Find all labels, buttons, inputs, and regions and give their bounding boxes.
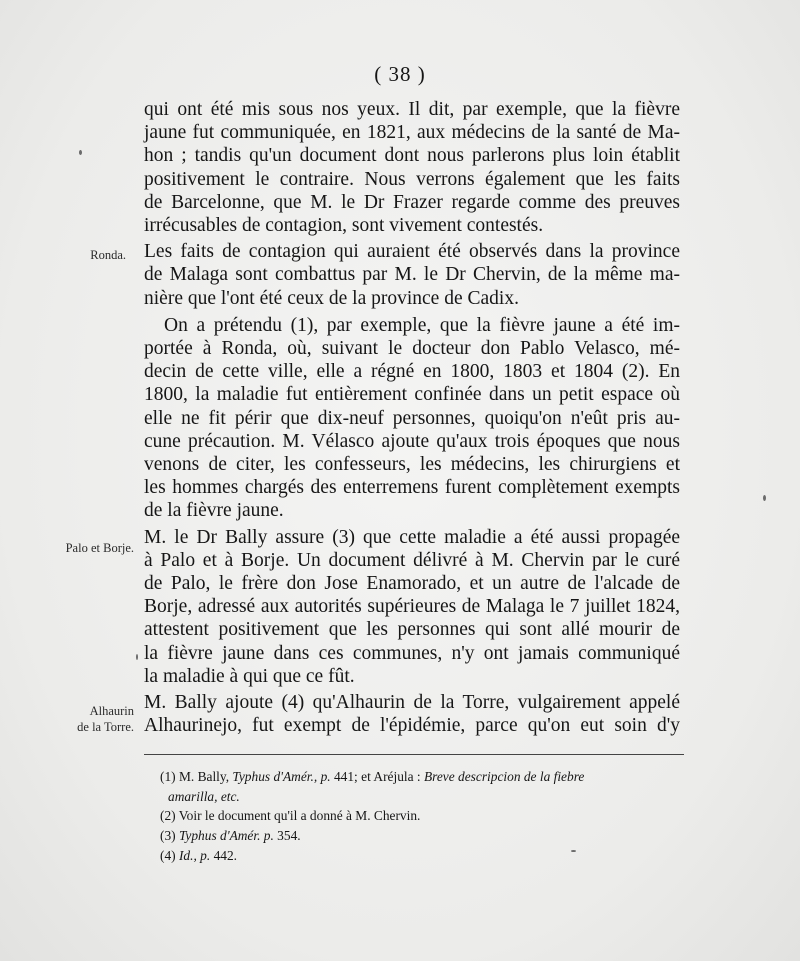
paragraph-3	[144, 314, 680, 523]
body-text	[144, 98, 680, 737]
paragraph-1	[144, 98, 680, 237]
paragraph-4	[144, 526, 680, 688]
margin-note-palo-text: Palo et Borje.	[65, 541, 134, 555]
footnote-3-title: Typhus d'Amér. p.	[178, 828, 274, 844]
text-line: 1800, la maladie fut entièrement confinée dans un petit espace où	[144, 384, 680, 406]
page-number: ( 38 )	[374, 62, 426, 86]
text-line: attestent positivement que les personnes qui sont allé mourir de	[144, 619, 680, 641]
text-line: hon ; tandis qu'un document dont nous parlerons plus loin établit	[144, 145, 680, 167]
footnote-2: (2) Voir le document qu'il a donné à M. Chervin.	[160, 808, 421, 824]
footnote-3-text: 354.	[273, 828, 301, 844]
text-line: la maladie à qui que ce fût.	[144, 665, 355, 687]
footnote-3	[160, 826, 680, 846]
text-line: irrécusables de contagion, sont vivement contestés.	[144, 215, 544, 237]
footnote-1-title: amarilla, etc.	[168, 788, 240, 804]
margin-note-alhaurin-line1: Alhaurin	[89, 704, 134, 718]
footnote-1-title: Typhus d'Amér., p.	[232, 769, 331, 784]
text-line: de Palo, le frère don Jose Enamorado, et un autre de l'alcade de	[144, 573, 680, 595]
margin-note-ronda	[60, 247, 126, 263]
text-line: qui ont été mis sous nos yeux. Il dit, par exemple, que la fièvre	[144, 99, 680, 120]
paragraph-5	[144, 691, 680, 737]
text-line: Alhaurinejo, fut exempt de l'épidémie, parce qu'on eut soin d'y	[144, 715, 680, 737]
text-line: portée à Ronda, où, suivant le docteur don Pablo Velasco, mé-	[144, 338, 680, 360]
text-line: M. le Dr Bally assure (3) que cette maladie a été aussi propagée	[144, 526, 680, 548]
footnote-3-text: (3)	[160, 828, 179, 844]
footnote-divider	[144, 754, 684, 755]
text-line: positivement le contraire. Nous verrons également que les faits	[144, 168, 680, 190]
margin-note-alhaurin-line2: de la Torre.	[77, 720, 134, 734]
text-line: Borje, adressé aux autorités supérieures de Malaga le 7 juillet 1824,	[144, 596, 680, 618]
text-line: à Palo et à Borje. Un document délivré à M. Chervin par le curé	[144, 549, 680, 571]
footnote-4-text: 442.	[210, 847, 237, 863]
footnote-1	[160, 767, 680, 787]
text-line: jaune fut communiquée, en 1821, aux médecins de la santé de Ma-	[144, 122, 680, 144]
footnote-4	[160, 846, 680, 866]
text-line: Les faits de contagion qui auraient été observés dans la province	[144, 241, 680, 263]
text-line: de Barcelonne, que M. le Dr Frazer regarde comme des preuves	[144, 191, 680, 213]
footnotes	[160, 767, 680, 866]
margin-note-ronda-text: Ronda.	[90, 248, 126, 262]
text-line: nière que l'ont été ceux de la province de Cadix.	[144, 287, 519, 309]
margin-note-palo-borje	[30, 540, 134, 556]
text-line: On a prétendu (1), par exemple, que la fièvre jaune a été im-	[164, 314, 680, 336]
text-line: venons de citer, les confesseurs, les médecins, les chirurgiens et	[144, 454, 680, 476]
text-line: M. Bally ajoute (4) qu'Alhaurin de la Torre, vulgairement appelé	[144, 692, 680, 714]
text-line: elle ne fit périr que dix-neuf personnes, quoiqu'on n'eût pris au-	[144, 407, 680, 429]
text-line: decin de cette ville, elle a régné en 1800, 1803 et 1804 (2). En	[144, 361, 680, 383]
footnote-4-text: (4)	[160, 847, 179, 863]
footnote-1-text: 441; et Aréjula :	[330, 769, 424, 784]
text-line: les hommes chargés des enterremens furent complètement exempts	[144, 477, 680, 499]
margin-note-alhaurin	[40, 703, 134, 735]
scan-mark	[136, 654, 138, 660]
footnote-1-continued	[160, 787, 680, 807]
footnote-1-title: Breve descripcion de la fiebre	[423, 769, 585, 784]
footnote-4-title: Id., p.	[178, 847, 211, 863]
text-line: la fièvre jaune dans ces communes, n'y ont jamais communiqué	[144, 642, 680, 664]
footnote-1-text: (1) M. Bally,	[160, 769, 233, 784]
text-line: de Malaga sont combattus par M. le Dr Chervin, de la même ma-	[144, 264, 680, 286]
scan-mark	[763, 495, 766, 501]
scan-mark	[571, 850, 576, 852]
scan-mark	[79, 150, 82, 155]
text-line: cune précaution. M. Vélasco ajoute qu'aux trois époques que nous	[144, 430, 680, 452]
paragraph-2	[144, 240, 680, 310]
text-line: de la fièvre jaune.	[144, 500, 284, 522]
